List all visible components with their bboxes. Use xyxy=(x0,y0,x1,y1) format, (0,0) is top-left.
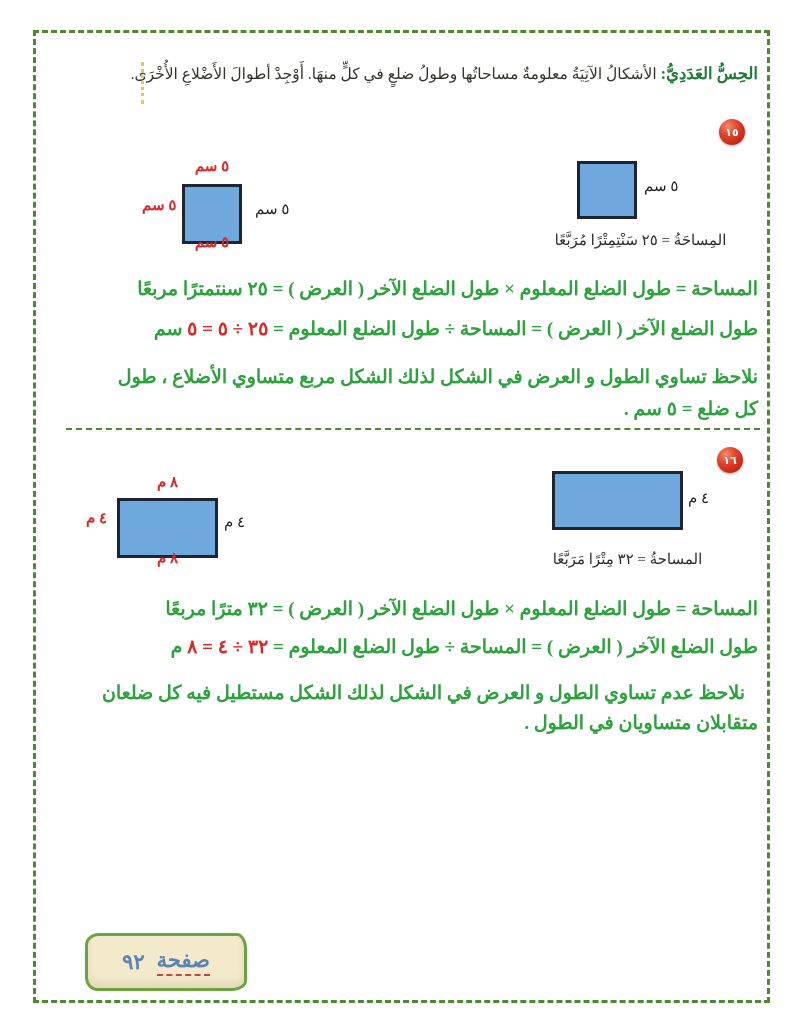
solution-16-line-1: المساحة = طول الضلع المعلوم × طول الضلع الآخر ( العرض ) = ٣٢ مترًا مربعًا xyxy=(165,599,758,620)
page-number-badge xyxy=(85,933,247,991)
header-end-marker-icon xyxy=(141,62,144,104)
answer-rectangle-16-top-label: ٨ م xyxy=(156,475,179,491)
area-caption-15: المِساحَةُ = ٢٥ سَنْتِمِتْرًا مُرَبَّعًا xyxy=(554,233,727,249)
given-square-15 xyxy=(577,161,637,219)
instruction-text: الأشكالُ الآتِيَةُ معلومةٌ مساحاتُها وطولُ ضلعٍ في كلٍّ منهَا. أَوْجِدْ أطوالَ الأَضْلاعِ الأُخْرَى. xyxy=(130,66,661,83)
solution-15-line-1: المساحة = طول الضلع المعلوم × طول الضلع الآخر ( العرض ) = ٢٥ سنتمترًا مربعًا xyxy=(137,279,758,300)
problem-16-number: ١٦ xyxy=(723,453,737,467)
page-number: ٩٢ xyxy=(122,949,145,974)
solution-16-line-2-result: ٣٢ ÷ ٤ = ٨ xyxy=(187,637,269,658)
given-rectangle-16 xyxy=(552,471,683,530)
answer-rectangle-16 xyxy=(117,498,218,558)
solution-15-line-2-text: طول الضلع الآخر ( العرض ) = المساحة ÷ طول الضلع المعلوم = xyxy=(268,319,758,340)
section-title: الحِسُّ العَدَدِيُّ: xyxy=(660,64,758,83)
solution-15-line-2-result: ٢٥ ÷ ٥ = ٥ xyxy=(187,319,269,340)
answer-square-15-bottom-label: ٥ سم xyxy=(194,235,230,251)
solution-15-note-line-2: كل ضلع = ٥ سم . xyxy=(623,399,758,420)
solution-16-note-line-1: نلاحظ عدم تساوي الطول و العرض في الشكل لذلك الشكل مستطيل فيه كل ضلعان xyxy=(101,683,745,704)
answer-rectangle-16-bottom-label: ٨ م xyxy=(156,551,179,567)
page-word: صفحة xyxy=(157,948,210,976)
instruction-header xyxy=(130,60,758,88)
solution-16-line-2 xyxy=(171,636,758,660)
problem-15-number: ١٥ xyxy=(725,125,739,139)
solution-15-line-2 xyxy=(154,318,758,342)
problem-16-badge xyxy=(717,447,743,473)
answer-rectangle-16-left-label: ٤ م xyxy=(86,511,108,527)
solution-16-line-2-unit: م xyxy=(170,637,188,658)
solution-15-note-line-1: نلاحظ تساوي الطول و العرض في الشكل لذلك الشكل مربع متساوي الأضلاع ، طول xyxy=(117,367,758,388)
answer-square-15-top-label: ٥ سم xyxy=(194,159,230,175)
solution-16-line-2-text: طول الضلع الآخر ( العرض ) = المساحة ÷ طول الضلع المعلوم = xyxy=(268,637,758,658)
solution-15-line-2-unit: سم xyxy=(153,319,188,340)
problem-separator xyxy=(66,428,760,430)
answer-square-15-left-label: ٥ سم xyxy=(142,198,177,214)
solution-16-note-line-2: متقابلان متساويان في الطول . xyxy=(524,713,758,734)
answer-rectangle-16-right-label: ٤ م xyxy=(224,515,246,531)
given-square-15-side-label: ٥ سم xyxy=(644,179,679,195)
answer-square-15-right-label: ٥ سم xyxy=(255,202,290,218)
area-caption-16: المساحةُ = ٣٢ مِتْرًا مَرَبَّعًا xyxy=(552,552,703,568)
given-rectangle-16-side-label: ٤ م xyxy=(688,491,710,507)
problem-15-badge xyxy=(719,119,745,145)
